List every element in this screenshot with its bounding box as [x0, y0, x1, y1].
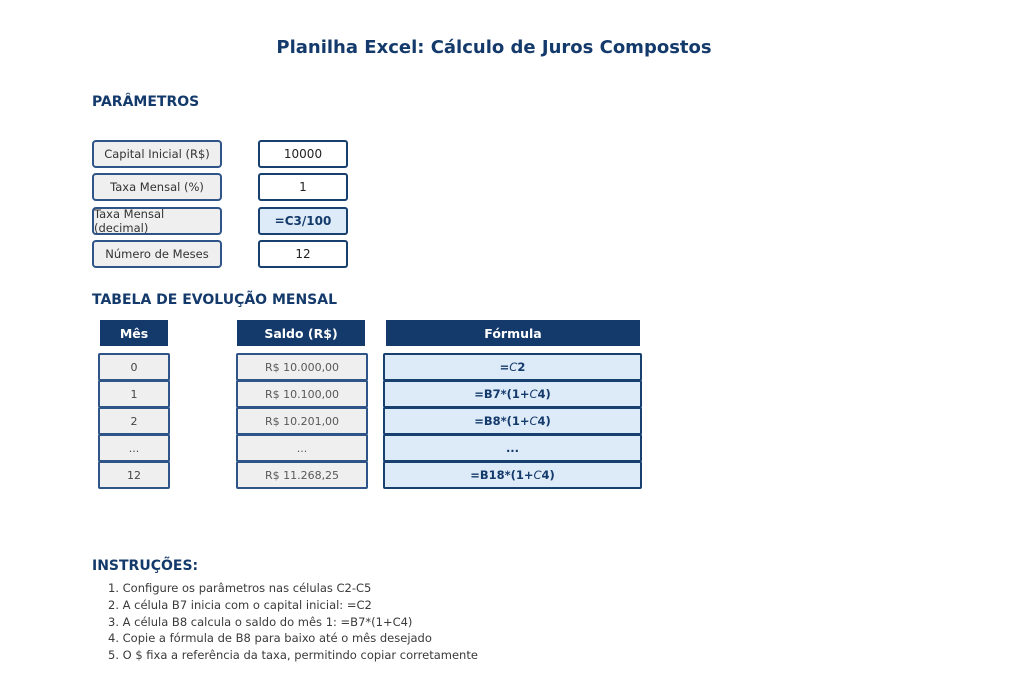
column-header-formula: Fórmula — [386, 320, 640, 346]
parameter-row — [0, 240, 1024, 268]
italic-cell-ref: C — [509, 360, 518, 374]
cell-saldo: ... — [236, 434, 368, 462]
instruction-item: 5. O $ fixa a referência da taxa, permitindo copiar corretamente — [108, 648, 478, 663]
column-header-mes: Mês — [100, 320, 168, 346]
page-title: Planilha Excel: Cálculo de Juros Compostos — [276, 37, 712, 58]
instructions-heading: INSTRUÇÕES: — [92, 558, 199, 574]
parameter-label: Taxa Mensal (%) — [92, 173, 222, 201]
parameter-label: Capital Inicial (R$) — [92, 140, 222, 168]
parameter-value: =C3/100 — [258, 207, 348, 235]
cell-mes: 1 — [98, 380, 170, 408]
column-header-saldo: Saldo (R$) — [237, 320, 365, 346]
instruction-item: 3. A célula B8 calcula o saldo do mês 1: =B7*(1+C4) — [108, 614, 413, 629]
italic-cell-ref: C — [529, 414, 538, 428]
parameter-value: 10000 — [258, 140, 348, 168]
cell-mes: 2 — [98, 407, 170, 435]
cell-mes: 12 — [98, 461, 170, 489]
cell-formula: = C 2 — [383, 353, 642, 381]
parameter-value: 12 — [258, 240, 348, 268]
cell-formula: =B18*(1+ C 4) — [383, 461, 642, 489]
parameter-row — [0, 173, 1024, 201]
parameter-label: Taxa Mensal (decimal) — [92, 207, 222, 235]
cell-mes: 0 — [98, 353, 170, 381]
cell-saldo: R$ 10.201,00 — [236, 407, 368, 435]
cell-saldo: R$ 10.100,00 — [236, 380, 368, 408]
parameters-heading: PARÂMETROS — [92, 94, 200, 110]
parameter-row — [0, 207, 1024, 235]
cell-saldo: R$ 10.000,00 — [236, 353, 368, 381]
instruction-item: 4. Copie a fórmula de B8 para baixo até o mês desejado — [108, 631, 432, 646]
italic-cell-ref: C — [533, 468, 542, 482]
instruction-item: 1. Configure os parâmetros nas células C2-C5 — [108, 581, 372, 595]
parameter-value: 1 — [258, 173, 348, 201]
cell-formula: =B7*(1+ C 4) — [383, 380, 642, 408]
parameter-label: Número de Meses — [92, 240, 222, 268]
cell-mes: ... — [98, 434, 170, 462]
italic-cell-ref: C — [529, 387, 538, 401]
cell-saldo: R$ 11.268,25 — [236, 461, 368, 489]
cell-formula: ... — [383, 434, 642, 462]
table-heading: TABELA DE EVOLUÇÃO MENSAL — [92, 292, 337, 308]
instruction-item: 2. A célula B7 inicia com o capital inicial: =C2 — [108, 597, 372, 612]
parameter-row — [0, 140, 1024, 168]
cell-formula: =B8*(1+ C 4) — [383, 407, 642, 435]
